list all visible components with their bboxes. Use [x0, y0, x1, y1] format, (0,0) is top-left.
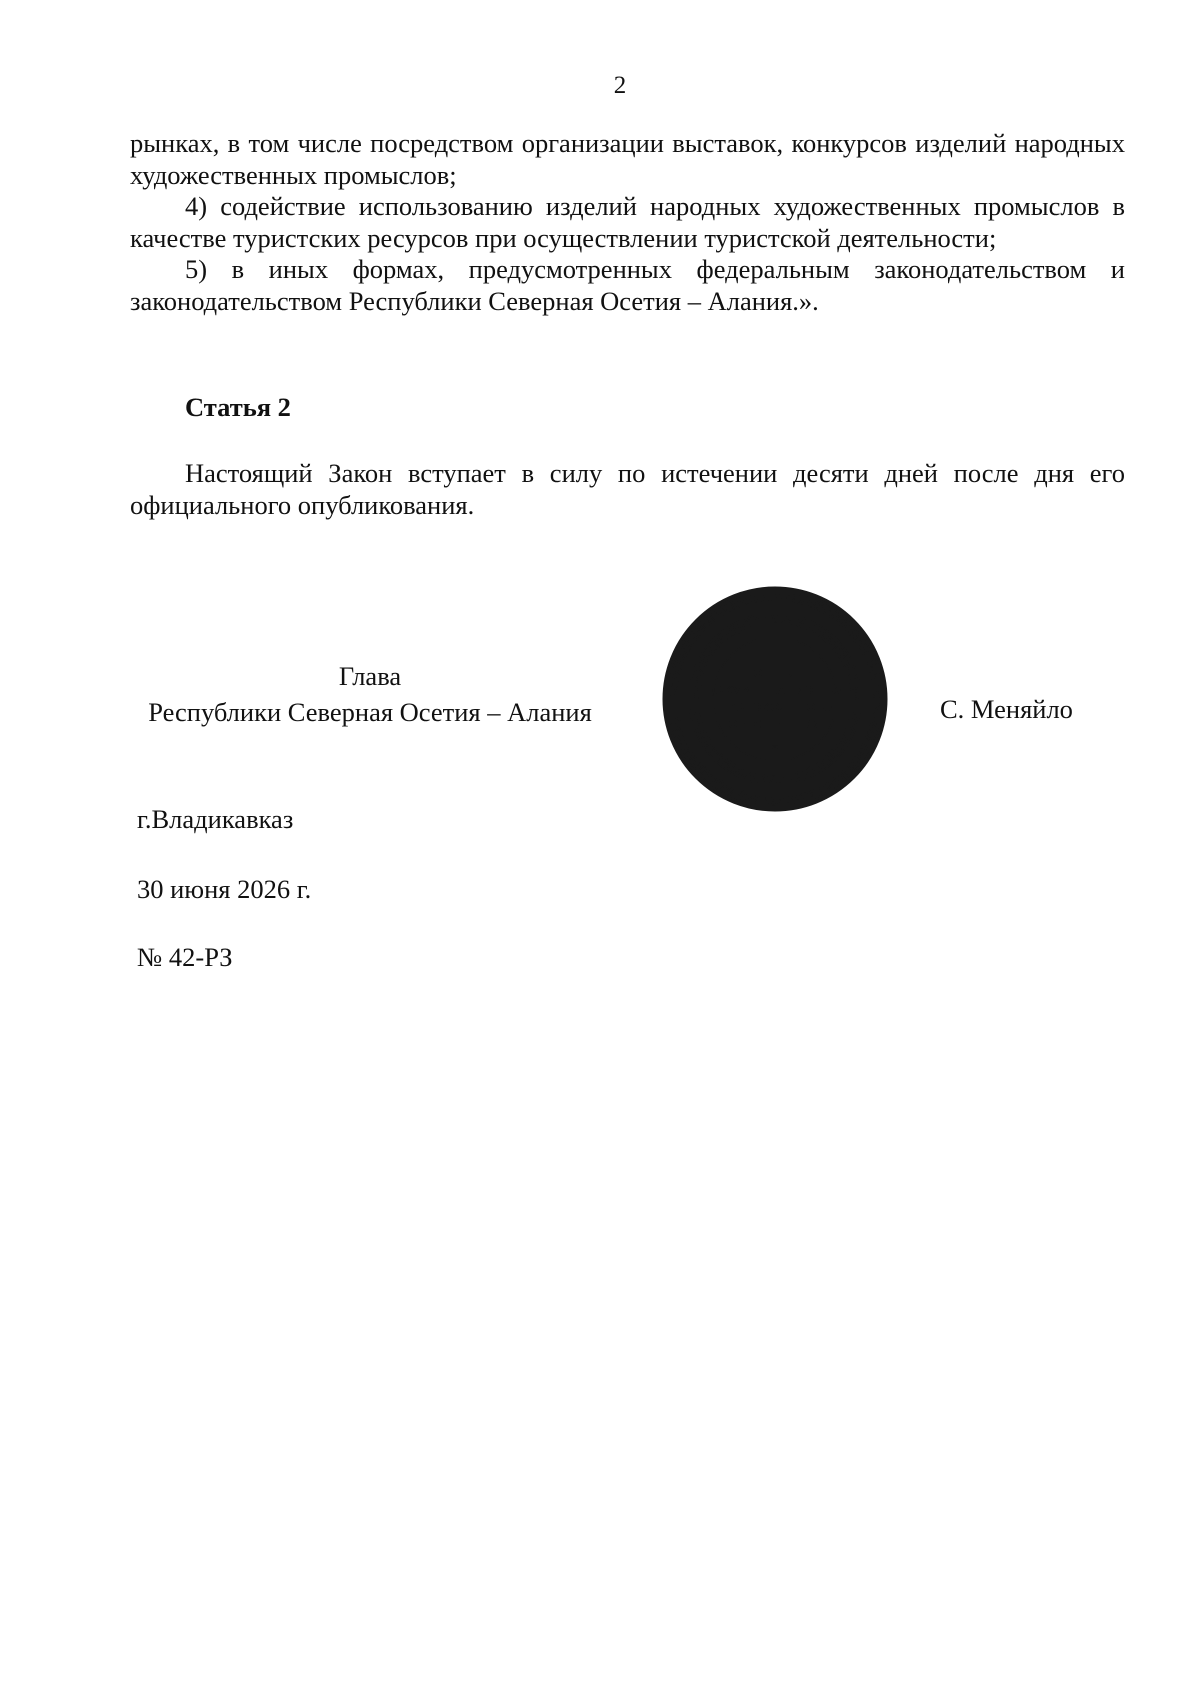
article-text: Настоящий Закон вступает в силу по истечении десяти дней после дня его официального опубликования.: [130, 458, 1125, 520]
place-of-signing: г.Владикавказ: [137, 804, 294, 834]
stamp-center-line-3: ПРОТОКОЛЬНОГО: [717, 701, 833, 714]
signature-title-line2: Республики Северная Осетия – Алания: [148, 697, 592, 727]
page-number: 2: [613, 72, 627, 99]
law-number: № 42-РЗ: [137, 942, 233, 972]
signature-name: С. Меняйло: [940, 694, 1073, 724]
stamp-inner-text: АДМИНИСТРАЦИЯ ГЛАВЫ И ПРАВИТЕЛЬСТВА РЕСПУБЛИКИ СЕВЕРНАЯ ОСЕТИЯ-АЛАНИЯ: [689, 613, 861, 785]
signing-date: 30 июня 2026 г.: [137, 874, 312, 904]
stamp-outer-text: РЕСПУБЛИКӔ ЦӔГАТ ИРЫСТОН-АЛАНИЙЫ СӔРГЪЛЕУӔДЖЫ ӔМӔ РЕСПУБЛИКӔ ЦӔГАТ ИРЫСТОН-АЛАНИЙЫ ХИЦАУАДЫ АДМИНИСТРАЦИ: [668, 592, 882, 806]
signature-title-line1: Глава: [338, 661, 402, 691]
paragraph-item-5: 5) в иных формах, предусмотренных федеральным законодательством и законодательством Республики Северная Осетия – Алания.».: [130, 254, 1125, 316]
stamp-star-icon: *: [771, 742, 779, 758]
paragraph-continuation: рынках, в том числе посредством организации выставок, конкурсов изделий народных художественных промыслов;: [130, 128, 1125, 190]
article-text-block: [130, 458, 1125, 521]
official-stamp: [660, 584, 890, 814]
paragraph-item-4: 4) содействие использованию изделий народных художественных промыслов в качестве туристских ресурсов при осуществлении туристской деятельности;: [130, 191, 1125, 253]
stamp-center-line-1: ОТДЕЛ: [753, 667, 797, 680]
stamp-center-line-2: ДОКУМЕНТАЦИОННО-: [704, 684, 846, 697]
stamp-center-line-4: ОБЕСПЕЧЕНИЯ: [728, 718, 822, 731]
signature-title: [130, 658, 610, 730]
law-text-block: [130, 128, 1125, 317]
article-heading: Статья 2: [185, 392, 291, 422]
